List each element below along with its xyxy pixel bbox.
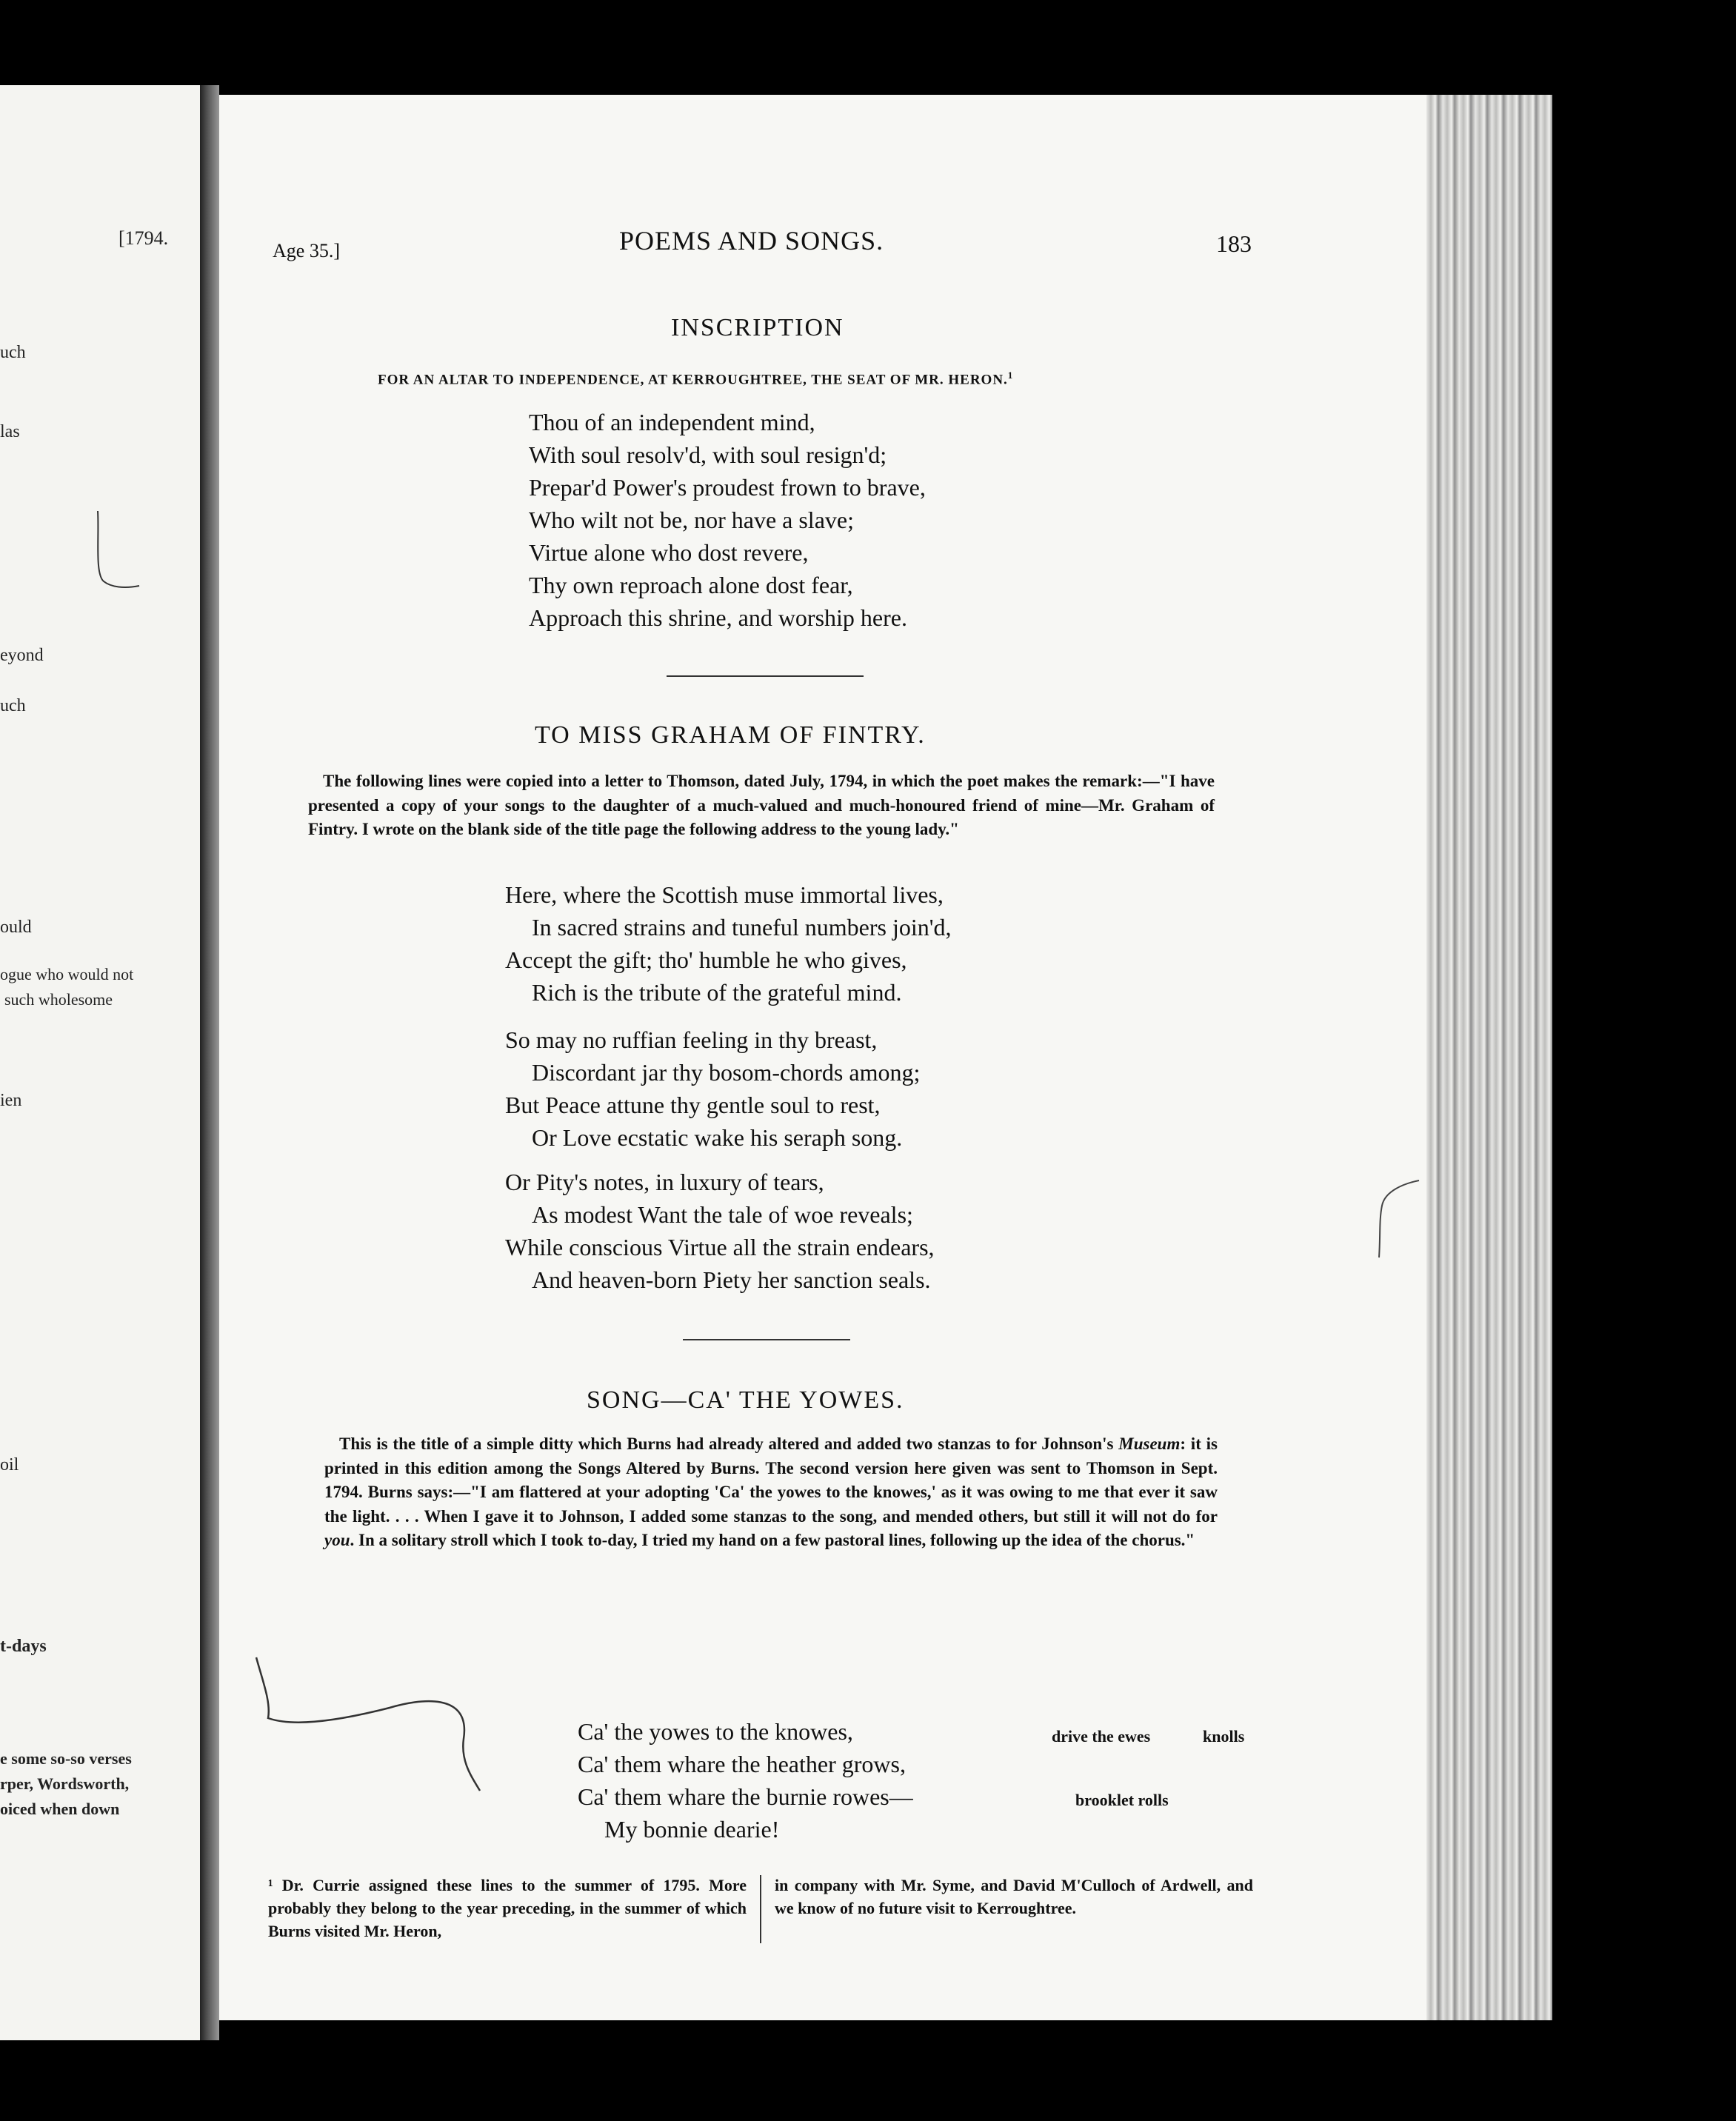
verse-line: My bonnie dearie!	[604, 1816, 780, 1843]
graham-stanza-1	[505, 878, 952, 1009]
verse-line: As modest Want the tale of woe reveals;	[532, 1201, 913, 1228]
graham-stanza-2	[505, 1023, 920, 1154]
left-page-text: rper, Wordsworth,	[0, 1774, 130, 1793]
pencil-mark	[89, 507, 148, 596]
verse-line: Who wilt not be, nor have a slave;	[529, 507, 854, 533]
pencil-mark	[249, 1650, 501, 1798]
left-page-text: such wholesome	[4, 990, 113, 1009]
verse-line: In sacred strains and tuneful numbers join'd,	[532, 914, 952, 941]
footnote-left-column: ¹ Dr. Currie assigned these lines to the summer of 1795. More probably they belong to the year preceding, in the summer of which Burns visited Mr. Heron,	[268, 1876, 747, 1940]
section-divider	[683, 1339, 850, 1340]
intro-italic: you	[324, 1531, 350, 1549]
verse-line: But Peace attune thy gentle soul to rest,	[505, 1092, 881, 1118]
section-title-inscription: INSCRIPTION	[671, 314, 844, 341]
verse-line: And heaven-born Piety her sanction seals.	[532, 1266, 931, 1293]
gloss-brooklet-rolls: brooklet rolls	[1075, 1791, 1169, 1809]
verse-line: While conscious Virtue all the strain endears,	[505, 1234, 935, 1260]
left-page-text: ien	[0, 1091, 22, 1110]
running-head-title: POEMS AND SONGS.	[619, 226, 884, 255]
left-page-text: uch	[0, 696, 26, 715]
inscription-poem	[529, 406, 926, 634]
section-title-song: SONG—CA' THE YOWES.	[587, 1386, 904, 1414]
left-page-text: oil	[0, 1455, 19, 1474]
verse-line: Here, where the Scottish muse immortal lives,	[505, 881, 944, 908]
section-divider	[667, 675, 864, 677]
verse-line: Ca' the yowes to the knowes,	[578, 1718, 853, 1745]
left-page-text: eyond	[0, 646, 44, 665]
verse-line: Approach this shrine, and worship here.	[529, 604, 907, 631]
intro-italic: Museum	[1118, 1434, 1181, 1453]
inscription-subtitle	[378, 370, 1013, 388]
left-page-date: [1794.	[118, 227, 169, 249]
song-introduction	[324, 1432, 1218, 1553]
verse-line: Discordant jar thy bosom-chords among;	[532, 1059, 921, 1086]
verse-line: Or Love ecstatic wake his seraph song.	[532, 1124, 903, 1151]
intro-text: This is the title of a simple ditty which Burns had already altered and added two stanzas to for Johnson's	[339, 1434, 1119, 1453]
section-title-graham: TO MISS GRAHAM OF FINTRY.	[535, 721, 926, 749]
verse-line: Thy own reproach alone dost fear,	[529, 572, 853, 598]
left-page-fragment	[0, 85, 200, 2040]
verse-line: Prepar'd Power's proudest frown to brave,	[529, 474, 926, 501]
left-page-text: oiced when down	[0, 1800, 120, 1818]
page-number: 183	[1216, 230, 1252, 257]
song-chorus	[578, 1715, 913, 1846]
pencil-mark	[1375, 1176, 1426, 1265]
running-head-age: Age 35.]	[273, 240, 340, 261]
verse-line: Accept the gift; tho' humble he who gives,	[505, 946, 907, 973]
page-edges	[1426, 95, 1552, 2020]
left-page-text: uch	[0, 343, 26, 362]
graham-stanza-3	[505, 1166, 935, 1296]
verse-line: Virtue alone who dost revere,	[529, 539, 809, 566]
inscription-subtitle-text: FOR AN ALTAR TO INDEPENDENCE, AT KERROUGHTREE, THE SEAT OF MR. HERON.	[378, 372, 1008, 388]
footnote-column-divider	[760, 1875, 761, 1943]
main-page	[219, 95, 1426, 2020]
left-page-text: e some so-so verses	[0, 1749, 132, 1768]
intro-text: . In a solitary stroll which I took to-day, I tried my hand on a few pastoral lines, following up the idea of the chorus."	[350, 1531, 1195, 1549]
graham-introduction: The following lines were copied into a letter to Thomson, dated July, 1794, in which the poet makes the remark:—"I have presented a copy of your songs to the daughter of a much-valued and much-honoured friend of mine—Mr. Graham of Fintry. I wrote on the blank side of the title page the following address to the young lady."	[308, 772, 1215, 838]
verse-line: Or Pity's notes, in luxury of tears,	[505, 1169, 824, 1195]
verse-line: Ca' them whare the burnie rowes—	[578, 1783, 913, 1810]
verse-line: Ca' them whare the heather grows,	[578, 1751, 906, 1777]
verse-line: With soul resolv'd, with soul resign'd;	[529, 441, 887, 468]
book-gutter	[200, 85, 219, 2040]
verse-line: Thou of an independent mind,	[529, 409, 815, 435]
footnote-right-column: in company with Mr. Syme, and David M'Culloch of Ardwell, and we know of no future visit to Kerroughtree.	[775, 1876, 1253, 1917]
left-page-text: las	[0, 422, 20, 441]
verse-line: Rich is the tribute of the grateful mind.	[532, 979, 902, 1006]
left-page-text: ogue who would not	[0, 965, 134, 983]
gloss-knolls: knolls	[1203, 1727, 1245, 1746]
intro-text: : it is printed in this edition among the Songs Altered by Burns. The second version here given was sent to Thomson in Sept. 1794. Burns says:—"I am flattered at your adopting 'Ca' the yowes to the knowes,' as it was owing to me that ever it saw the light. . . . When I gave it to Johnson, I added some stanzas to the song, and mended others, but still it will not do for	[324, 1434, 1218, 1526]
gloss-drive-the-ewes: drive the ewes	[1052, 1727, 1151, 1746]
footnote-reference: 1	[1007, 370, 1014, 381]
verse-line: So may no ruffian feeling in thy breast,	[505, 1026, 878, 1053]
left-page-text: ould	[0, 918, 32, 937]
left-page-text: t-days	[0, 1637, 47, 1656]
